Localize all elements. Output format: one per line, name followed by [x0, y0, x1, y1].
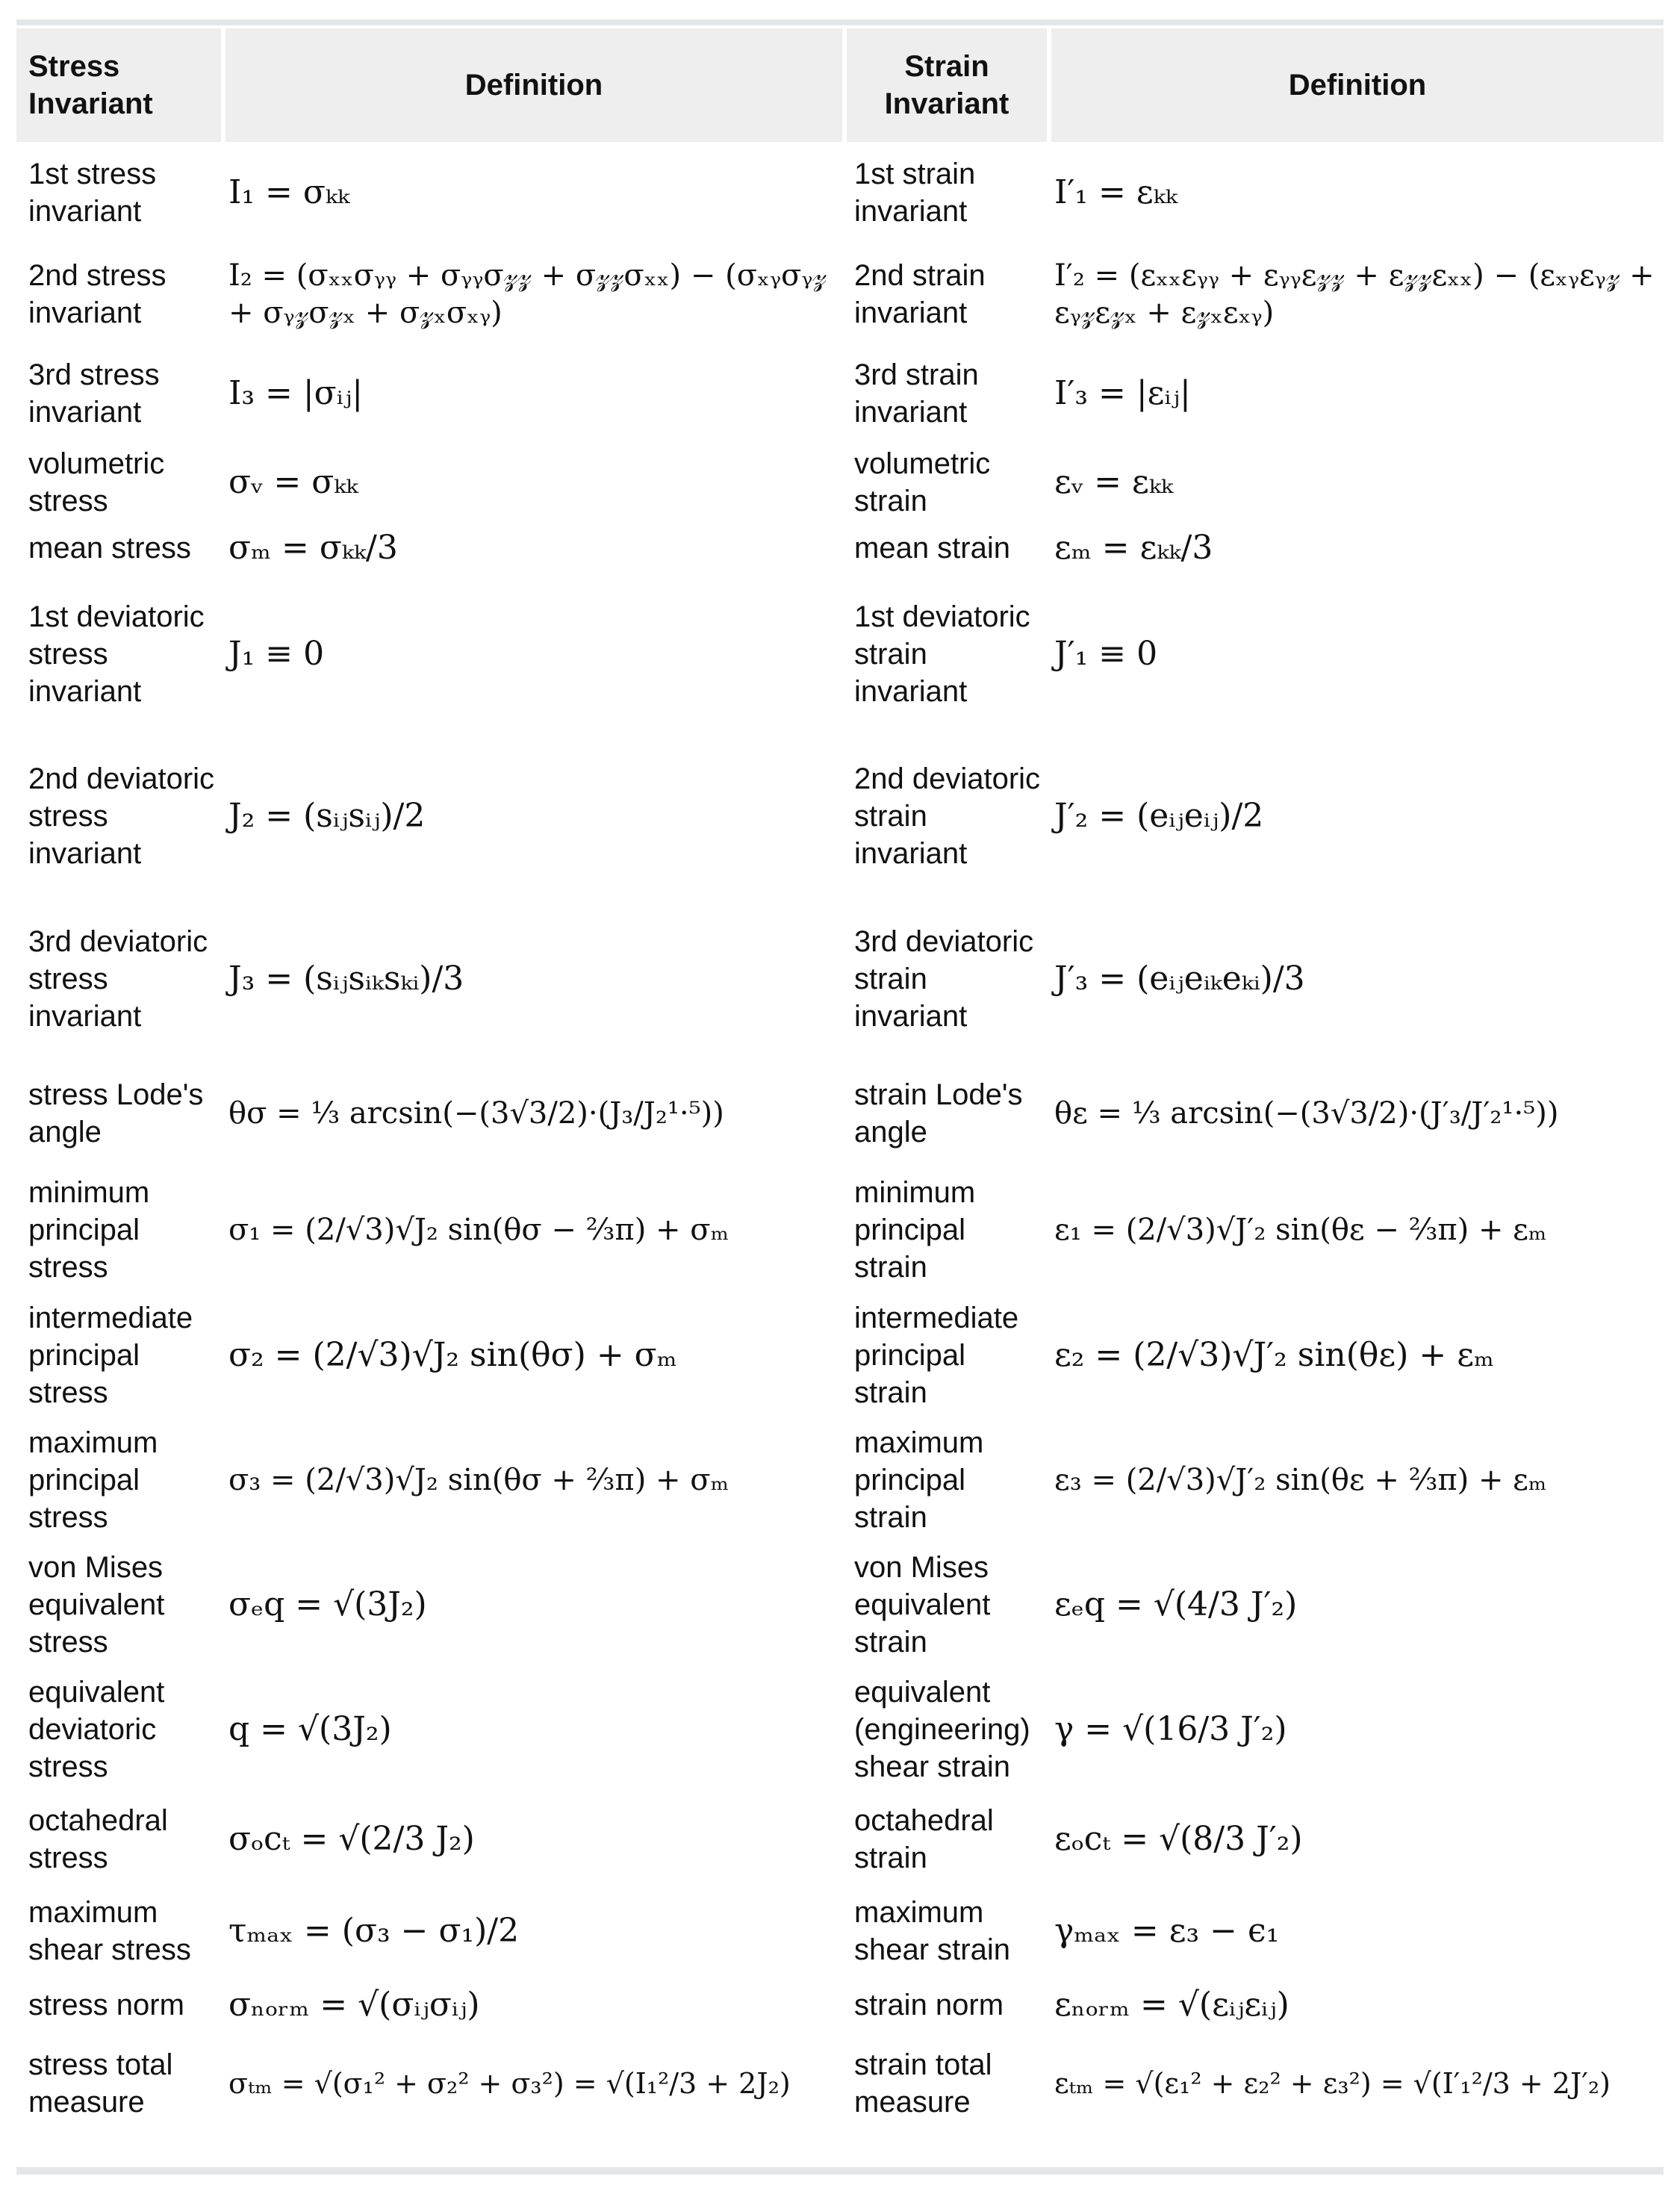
table-row: [16, 574, 1664, 735]
stress-name: stress total measure: [28, 2048, 173, 2119]
stress-definition: θσ = ⅓ arcsin(−(3√3/2)·(J₃/J₂¹·⁵)): [228, 1096, 724, 1131]
stress-name: maximum principal stress: [28, 1426, 158, 1534]
stress-definition: σ₂ = (2/√3)√J₂ sin(θσ) + σₘ: [228, 1336, 677, 1374]
table-top-rule: [16, 19, 1664, 25]
header-strain-invariant: Strain Invariant: [842, 28, 1047, 142]
stress-definition: I₃ = |σᵢⱼ|: [228, 374, 364, 412]
table-row: [16, 735, 1664, 898]
table-row: [16, 1976, 1664, 2034]
stress-definition: σₘ = σₖₖ/3: [228, 529, 398, 567]
strain-definition: εᵥ = εₖₖ: [1054, 463, 1173, 501]
table-row: [16, 1792, 1664, 1886]
stress-definition: J₂ = (sᵢⱼsᵢⱼ)/2: [228, 797, 426, 835]
stress-definition: σ₁ = (2/√3)√J₂ sin(θσ − ⅔π) + σₘ: [228, 1213, 729, 1247]
strain-name: maximum principal strain: [854, 1426, 984, 1534]
strain-name: 2nd strain invariant: [854, 259, 986, 329]
stress-definition: J₃ = (sᵢⱼsᵢₖsₖᵢ)/3: [228, 960, 464, 998]
strain-name: strain norm: [854, 1989, 1004, 2021]
strain-definition: γ = √(16/3 J′₂): [1054, 1710, 1287, 1748]
strain-definition: εₙₒᵣₘ = √(εᵢⱼεᵢⱼ): [1054, 1986, 1289, 2024]
stress-definition: I₂ = (σₓₓσᵧᵧ + σᵧᵧσ𝓏𝓏 + σ𝓏𝓏σₓₓ) − (σₓᵧσᵧ𝓏 + σᵧ𝓏σ𝓏ₓ + σ𝓏ₓσₓᵧ): [228, 258, 827, 330]
strain-definition: γₘₐₓ = ε₃ − ϵ₁: [1054, 1912, 1280, 1950]
stress-name: 1st deviatoric stress invariant: [28, 600, 205, 708]
strain-definition: I′₂ = (εₓₓεᵧᵧ + εᵧᵧε𝓏𝓏 + ε𝓏𝓏εₓₓ) − (εₓᵧεᵧ𝓏 + εᵧ𝓏ε𝓏ₓ + ε𝓏ₓεₓᵧ): [1054, 258, 1655, 330]
stress-name: stress Lode's angle: [28, 1078, 204, 1149]
strain-definition: ε₂ = (2/√3)√J′₂ sin(θε) + εₘ: [1054, 1336, 1494, 1374]
stress-name: equivalent deviatoric stress: [28, 1676, 165, 1783]
stress-name: 3rd deviatoric stress invariant: [28, 925, 208, 1033]
stress-name: 3rd stress invariant: [28, 358, 160, 429]
strain-definition: εₘ = εₖₖ/3: [1054, 529, 1213, 567]
strain-name: equivalent (engineering) shear strain: [854, 1676, 1030, 1783]
stress-definition: I₁ = σₖₖ: [228, 173, 349, 211]
header-definition-stress: Definition: [221, 28, 842, 142]
strain-definition: ε₃ = (2/√3)√J′₂ sin(θε + ⅔π) + εₘ: [1054, 1463, 1547, 1497]
table-row: [16, 243, 1664, 345]
strain-definition: I′₁ = εₖₖ: [1054, 173, 1177, 211]
table-row: [16, 1166, 1664, 1293]
strain-definition: εₒcₜ = √(8/3 J′₂): [1054, 1820, 1303, 1858]
stress-name: 1st stress invariant: [28, 158, 157, 228]
header-stress-invariant: Stress Invariant: [16, 28, 221, 142]
strain-definition: J′₂ = (eᵢⱼeᵢⱼ)/2: [1054, 797, 1264, 835]
stress-name: minimum principal stress: [28, 1176, 150, 1284]
table-row: [16, 898, 1664, 1060]
table-row: [16, 1667, 1664, 1792]
strain-name: mean strain: [854, 532, 1010, 565]
stress-definition: τₘₐₓ = (σ₃ − σ₁)/2: [228, 1912, 520, 1950]
stress-definition: J₁ ≡ 0: [228, 635, 325, 673]
table-bottom-rule: [16, 2167, 1664, 2175]
table-row: [16, 1293, 1664, 1417]
stress-name: 2nd deviatoric stress invariant: [28, 762, 215, 870]
stress-name: 2nd stress invariant: [28, 259, 167, 329]
stress-definition: σₙₒᵣₘ = √(σᵢⱼσᵢⱼ): [228, 1986, 480, 2024]
stress-definition: σ₃ = (2/√3)√J₂ sin(θσ + ⅔π) + σₘ: [228, 1463, 729, 1497]
strain-name: strain Lode's angle: [854, 1078, 1023, 1149]
strain-name: 3rd strain invariant: [854, 358, 979, 429]
stress-definition: σₜₘ = √(σ₁² + σ₂² + σ₃²) = √(I₁²/3 + 2J₂): [228, 2067, 791, 2100]
strain-definition: J′₁ ≡ 0: [1054, 635, 1158, 673]
strain-name: 1st deviatoric strain invariant: [854, 600, 1030, 708]
table-row: [16, 1543, 1664, 1667]
strain-name: octahedral strain: [854, 1804, 994, 1874]
strain-definition: εₜₘ = √(ε₁² + ε₂² + ε₃²) = √(I′₁²/3 + 2J′₂): [1054, 2067, 1611, 2100]
strain-name: intermediate principal strain: [854, 1302, 1019, 1409]
stress-name: stress norm: [28, 1989, 184, 2021]
table-row: [16, 1417, 1664, 1543]
strain-name: minimum principal strain: [854, 1176, 976, 1284]
stress-name: mean stress: [28, 532, 191, 565]
strain-definition: ε₁ = (2/√3)√J′₂ sin(θε − ⅔π) + εₘ: [1054, 1213, 1547, 1247]
strain-name: 1st strain invariant: [854, 158, 976, 228]
stress-name: von Mises equivalent stress: [28, 1551, 165, 1659]
strain-definition: I′₃ = |εᵢⱼ|: [1054, 374, 1191, 412]
stress-name: octahedral stress: [28, 1804, 168, 1874]
stress-definition: σₒcₜ = √(2/3 J₂): [228, 1820, 475, 1858]
stress-name: volumetric stress: [28, 447, 165, 518]
stress-name: intermediate principal stress: [28, 1302, 193, 1409]
strain-definition: J′₃ = (eᵢⱼeᵢₖeₖᵢ)/3: [1054, 960, 1305, 998]
table-row: [16, 442, 1664, 523]
strain-name: strain total measure: [854, 2048, 992, 2119]
table-row: [16, 142, 1664, 243]
table-row: [16, 523, 1664, 574]
table-row: [16, 345, 1664, 442]
strain-name: von Mises equivalent strain: [854, 1551, 991, 1659]
strain-definition: θε = ⅓ arcsin(−(3√3/2)·(J′₃/J′₂¹·⁵)): [1054, 1096, 1559, 1131]
strain-name: 3rd deviatoric strain invariant: [854, 925, 1034, 1033]
strain-name: 2nd deviatoric strain invariant: [854, 762, 1041, 870]
stress-definition: σᵥ = σₖₖ: [228, 463, 358, 501]
header-definition-strain: Definition: [1047, 28, 1664, 142]
stress-name: maximum shear stress: [28, 1896, 191, 1966]
table-row: [16, 1886, 1664, 1976]
strain-name: maximum shear strain: [854, 1896, 1010, 1966]
invariants-table: [16, 28, 1664, 2133]
stress-definition: σₑq = √(3J₂): [228, 1585, 427, 1623]
strain-name: volumetric strain: [854, 447, 991, 518]
strain-definition: εₑq = √(4/3 J′₂): [1054, 1585, 1298, 1623]
header-row: [16, 28, 1664, 142]
table-row: [16, 1060, 1664, 1166]
table-row: [16, 2034, 1664, 2133]
stress-definition: q = √(3J₂): [228, 1710, 392, 1748]
